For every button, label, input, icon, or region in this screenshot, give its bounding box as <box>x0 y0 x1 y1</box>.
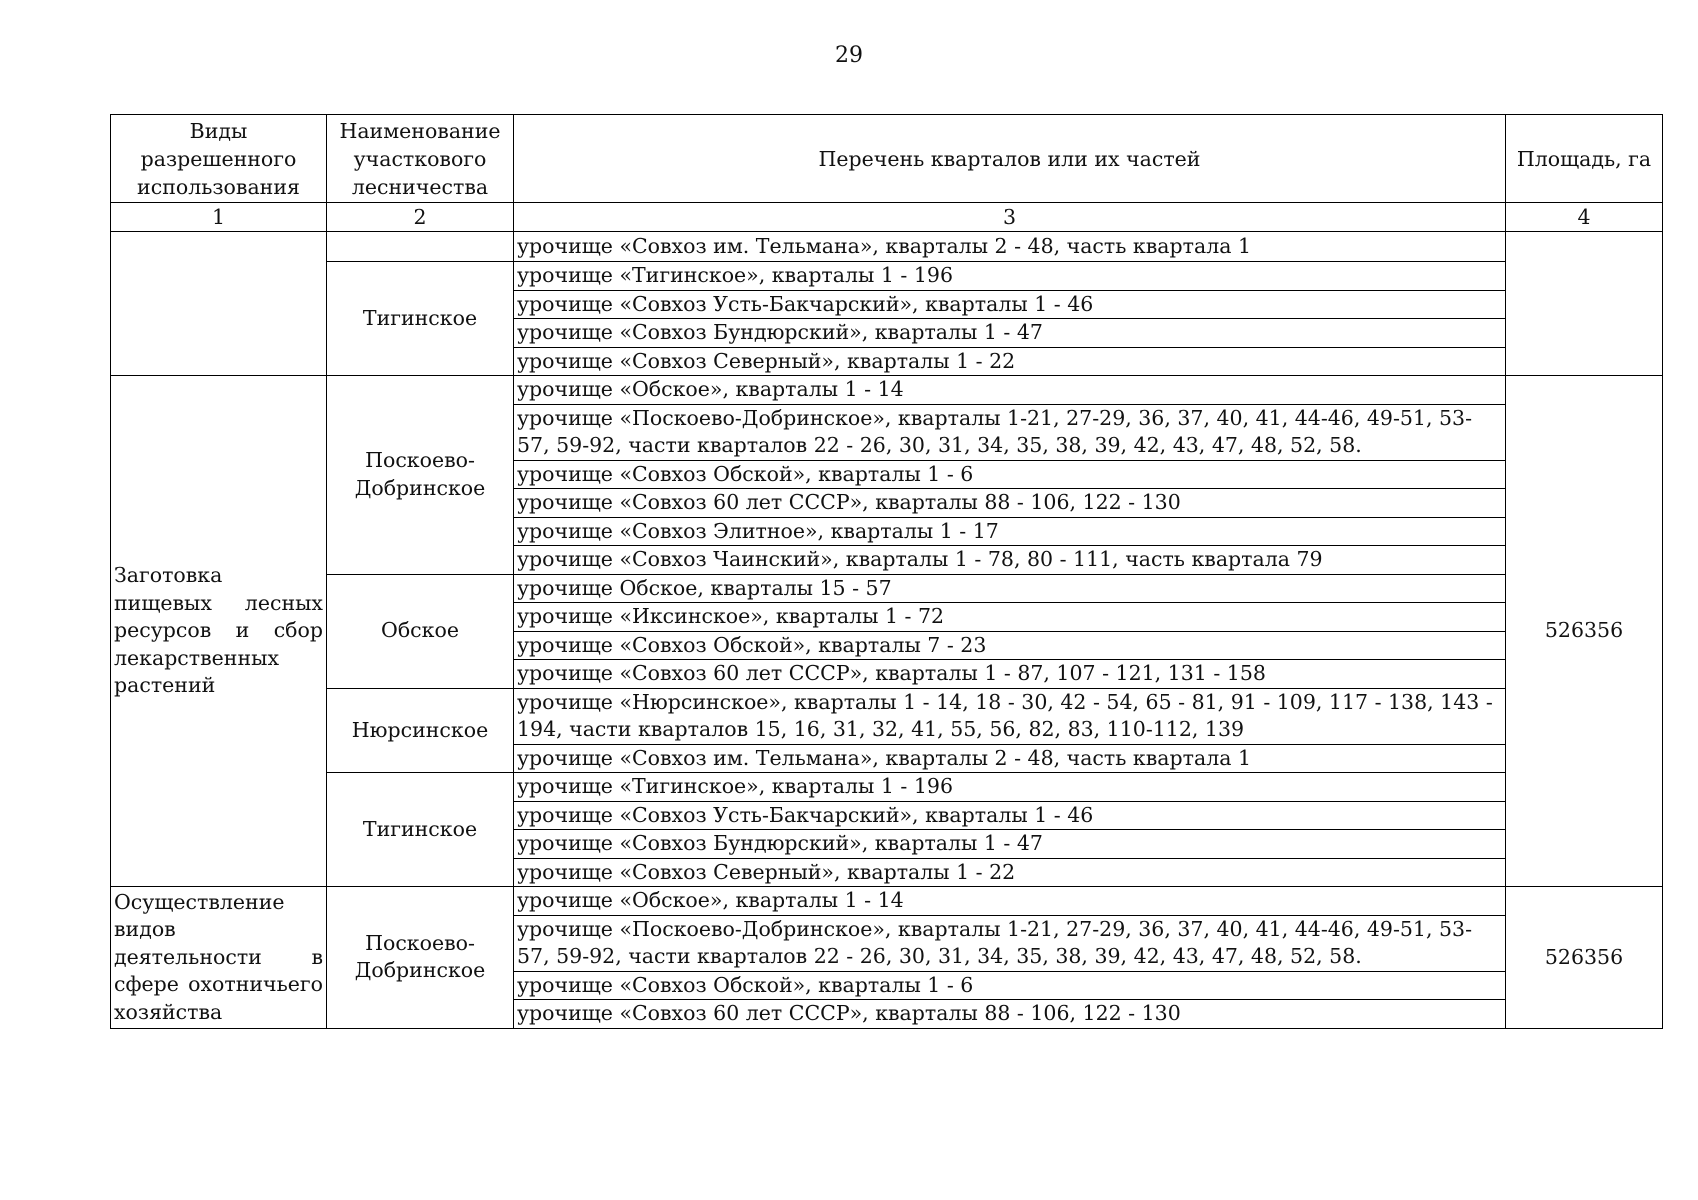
tract-cell: урочище «Тигинское», кварталы 1 - 196 <box>514 262 1506 291</box>
column-number-row <box>111 203 1663 232</box>
tract-cell: урочище «Совхоз Бундюрский», кварталы 1 - 47 <box>514 830 1506 859</box>
forestry-cell: Обское <box>327 574 514 688</box>
tract-cell: урочище «Нюрсинское», кварталы 1 - 14, 18 - 30, 42 - 54, 65 - 81, 91 - 109, 117 - 138, 143 - 194, части кварталов 15, 16, 31, 32, 41, 55, 56, 82, 83, 110-112, 139 <box>514 688 1506 744</box>
tract-cell: урочище «Поскоево-Добринское», кварталы 1-21, 27-29, 36, 37, 40, 41, 44-46, 49-51, 53-57, 59-92, части кварталов 22 - 26, 30, 31, 34, 35, 38, 39, 42, 43, 47, 48, 52, 58. <box>514 404 1506 460</box>
tract-cell: урочище «Совхоз им. Тельмана», кварталы 2 - 48, часть квартала 1 <box>514 232 1506 262</box>
tract-cell: урочище «Совхоз 60 лет СССР», кварталы 1 - 87, 107 - 121, 131 - 158 <box>514 660 1506 689</box>
tract-cell: урочище «Совхоз Усть-Бакчарский», кварталы 1 - 46 <box>514 801 1506 830</box>
tract-cell: урочище «Обское», кварталы 1 - 14 <box>514 376 1506 405</box>
table-row <box>111 574 1663 603</box>
area-cell: 526356 <box>1506 887 1663 1029</box>
forestry-cell: Тигинское <box>327 773 514 887</box>
header-forestry: Наименование участкового лесничества <box>327 115 514 203</box>
tract-cell: урочище «Совхоз Элитное», кварталы 1 - 17 <box>514 517 1506 546</box>
column-number: 2 <box>327 203 514 232</box>
table-row <box>111 262 1663 291</box>
use-type-cell: Осуществление видов деятельности в сфере охотничьего хозяйства <box>111 887 327 1029</box>
tract-cell: урочище «Совхоз Чаинский», кварталы 1 - 78, 80 - 111, часть квартала 79 <box>514 546 1506 575</box>
tract-cell: урочище «Обское», кварталы 1 - 14 <box>514 887 1506 916</box>
tract-cell: урочище «Совхоз 60 лет СССР», кварталы 88 - 106, 122 - 130 <box>514 1000 1506 1029</box>
tract-cell: урочище «Совхоз Северный», кварталы 1 - 22 <box>514 858 1506 887</box>
tract-cell: урочище «Совхоз Усть-Бакчарский», кварталы 1 - 46 <box>514 290 1506 319</box>
tract-cell: урочище «Совхоз им. Тельмана», кварталы 2 - 48, часть квартала 1 <box>514 744 1506 773</box>
forestry-cell: Нюрсинское <box>327 688 514 773</box>
page-number: 29 <box>835 43 863 68</box>
column-number: 4 <box>1506 203 1663 232</box>
table-row <box>111 773 1663 802</box>
use-type-cell: Заготовка пищевых лесных ресурсов и сбор лекарственных растений <box>111 376 327 887</box>
forestry-cell: Тигинское <box>327 262 514 376</box>
forest-use-table <box>110 114 1663 1029</box>
column-number: 3 <box>514 203 1506 232</box>
tract-cell: урочище «Тигинское», кварталы 1 - 196 <box>514 773 1506 802</box>
tract-cell: урочище «Иксинское», кварталы 1 - 72 <box>514 603 1506 632</box>
table-row <box>111 688 1663 744</box>
use-type-cell <box>111 232 327 376</box>
forestry-cell: Поскоево-Добринское <box>327 376 514 575</box>
tract-cell: урочище «Поскоево-Добринское», кварталы 1-21, 27-29, 36, 37, 40, 41, 44-46, 49-51, 53-57, 59-92, части кварталов 22 - 26, 30, 31, 34, 35, 38, 39, 42, 43, 47, 48, 52, 58. <box>514 915 1506 971</box>
header-area: Площадь, га <box>1506 115 1663 203</box>
header-row <box>111 115 1663 203</box>
tract-cell: урочище Обское, кварталы 15 - 57 <box>514 574 1506 603</box>
tract-cell: урочище «Совхоз 60 лет СССР», кварталы 88 - 106, 122 - 130 <box>514 489 1506 518</box>
area-cell: 526356 <box>1506 376 1663 887</box>
header-tracts: Перечень кварталов или их частей <box>514 115 1506 203</box>
tract-cell: урочище «Совхоз Обской», кварталы 7 - 23 <box>514 631 1506 660</box>
table-row <box>111 887 1663 916</box>
area-cell <box>1506 232 1663 376</box>
column-number: 1 <box>111 203 327 232</box>
table-row <box>111 232 1663 262</box>
tract-cell: урочище «Совхоз Обской», кварталы 1 - 6 <box>514 971 1506 1000</box>
header-use-type: Виды разрешенного использования <box>111 115 327 203</box>
forestry-cell: Поскоево-Добринское <box>327 887 514 1029</box>
forestry-cell <box>327 232 514 262</box>
tract-cell: урочище «Совхоз Северный», кварталы 1 - 22 <box>514 347 1506 376</box>
tract-cell: урочище «Совхоз Обской», кварталы 1 - 6 <box>514 460 1506 489</box>
tract-cell: урочище «Совхоз Бундюрский», кварталы 1 - 47 <box>514 319 1506 348</box>
table-row <box>111 376 1663 405</box>
